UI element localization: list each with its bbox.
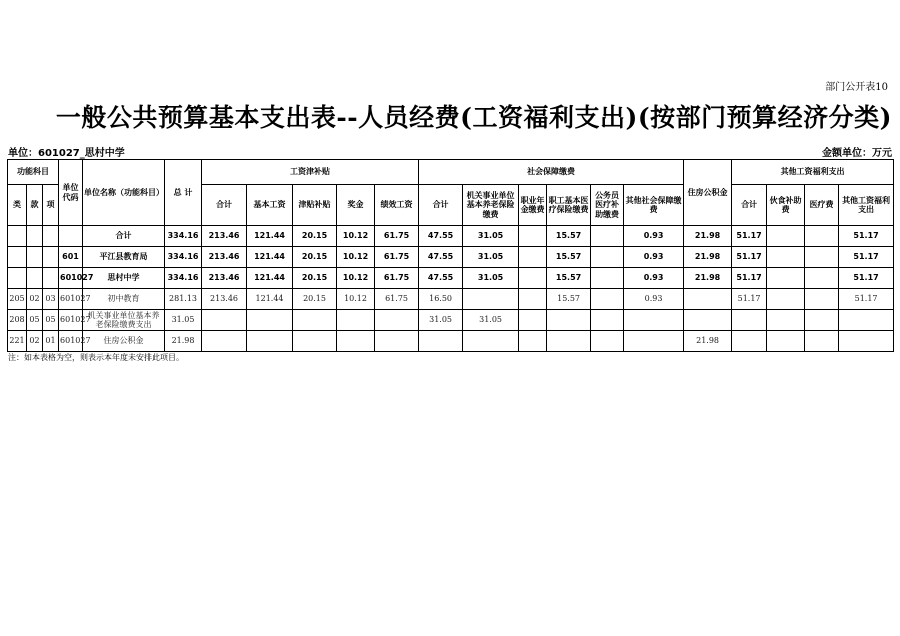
cell-o-other bbox=[839, 310, 894, 331]
header-medical-insurance: 职工基本医疗保险缴费 bbox=[547, 185, 591, 226]
cell-s-medical: 15.57 bbox=[547, 247, 591, 268]
cell-xiang bbox=[43, 247, 59, 268]
cell-housing: 21.98 bbox=[684, 268, 732, 289]
cell-o-med bbox=[805, 310, 839, 331]
cell-xiang: 03 bbox=[43, 289, 59, 310]
cell-o-med bbox=[805, 247, 839, 268]
table-row bbox=[8, 247, 894, 268]
cell-s-total bbox=[419, 331, 463, 352]
cell-s-annuity bbox=[519, 226, 547, 247]
cell-kuan bbox=[27, 247, 43, 268]
table-row bbox=[8, 331, 894, 352]
header-medical-fee: 医疗费 bbox=[805, 185, 839, 226]
header-performance-wage: 绩效工资 bbox=[375, 185, 419, 226]
cell-w-total: 213.46 bbox=[202, 268, 247, 289]
cell-s-medical bbox=[547, 331, 591, 352]
header-housing-fund: 住房公积金 bbox=[684, 160, 732, 226]
cell-xiang: 05 bbox=[43, 310, 59, 331]
cell-o-other: 51.17 bbox=[839, 268, 894, 289]
cell-s-medical bbox=[547, 310, 591, 331]
cell-cls: 221 bbox=[8, 331, 27, 352]
cell-w-total: 213.46 bbox=[202, 226, 247, 247]
cell-s-total: 16.50 bbox=[419, 289, 463, 310]
cell-w-total bbox=[202, 331, 247, 352]
cell-w-base: 121.44 bbox=[247, 247, 293, 268]
cell-o-total: 51.17 bbox=[732, 268, 767, 289]
unit-label: 单位：601027_思村中学 bbox=[8, 148, 125, 159]
cell-o-meal bbox=[767, 289, 805, 310]
cell-w-allow: 20.15 bbox=[293, 247, 337, 268]
cell-w-bonus: 10.12 bbox=[337, 268, 375, 289]
cell-s-civil bbox=[591, 226, 624, 247]
cell-w-allow: 20.15 bbox=[293, 226, 337, 247]
cell-s-annuity bbox=[519, 331, 547, 352]
cell-code bbox=[59, 226, 83, 247]
header-unit-name: 单位名称（功能科目） bbox=[83, 160, 165, 226]
cell-s-other: 0.93 bbox=[624, 247, 684, 268]
cell-xiang: 01 bbox=[43, 331, 59, 352]
cell-name: 住房公积金 bbox=[83, 331, 165, 352]
table-row bbox=[8, 310, 894, 331]
budget-table bbox=[7, 159, 894, 352]
cell-s-other: 0.93 bbox=[624, 226, 684, 247]
header-wage-group: 工资津补贴 bbox=[202, 160, 419, 185]
cell-total: 334.16 bbox=[165, 247, 202, 268]
cell-kuan: 02 bbox=[27, 289, 43, 310]
cell-s-total: 47.55 bbox=[419, 268, 463, 289]
cell-kuan: 02 bbox=[27, 331, 43, 352]
cell-o-med bbox=[805, 331, 839, 352]
cell-cls bbox=[8, 226, 27, 247]
footnote: 注：如本表格为空，则表示本年度未安排此项目。 bbox=[8, 353, 184, 362]
cell-cls: 208 bbox=[8, 310, 27, 331]
cell-cls bbox=[8, 268, 27, 289]
header-xiang: 项 bbox=[43, 185, 59, 226]
cell-s-other: 0.93 bbox=[624, 289, 684, 310]
cell-s-annuity bbox=[519, 289, 547, 310]
cell-w-allow: 20.15 bbox=[293, 268, 337, 289]
cell-xiang bbox=[43, 268, 59, 289]
cell-name: 合计 bbox=[83, 226, 165, 247]
cell-o-meal bbox=[767, 331, 805, 352]
cell-o-total bbox=[732, 331, 767, 352]
cell-total: 21.98 bbox=[165, 331, 202, 352]
cell-s-annuity bbox=[519, 247, 547, 268]
cell-code: 601027 bbox=[59, 268, 83, 289]
cell-kuan bbox=[27, 268, 43, 289]
cell-s-total: 47.55 bbox=[419, 226, 463, 247]
cell-s-civil bbox=[591, 247, 624, 268]
cell-w-allow bbox=[293, 331, 337, 352]
cell-w-perf bbox=[375, 331, 419, 352]
cell-s-civil bbox=[591, 310, 624, 331]
cell-w-bonus bbox=[337, 310, 375, 331]
header-bonus: 奖金 bbox=[337, 185, 375, 226]
header-civil-medical: 公务员医疗补助缴费 bbox=[591, 185, 624, 226]
cell-o-meal bbox=[767, 247, 805, 268]
cell-total: 334.16 bbox=[165, 226, 202, 247]
cell-code: 601027 bbox=[59, 331, 83, 352]
header-annuity: 职业年金缴费 bbox=[519, 185, 547, 226]
cell-housing bbox=[684, 289, 732, 310]
cell-o-other: 51.17 bbox=[839, 247, 894, 268]
cell-s-other bbox=[624, 310, 684, 331]
header-allowance: 津贴补贴 bbox=[293, 185, 337, 226]
header-other-social: 其他社会保障缴费 bbox=[624, 185, 684, 226]
cell-o-meal bbox=[767, 310, 805, 331]
cell-o-total: 51.17 bbox=[732, 247, 767, 268]
cell-o-med bbox=[805, 226, 839, 247]
cell-o-total: 51.17 bbox=[732, 226, 767, 247]
header-social-group: 社会保障缴费 bbox=[419, 160, 684, 185]
cell-s-pension: 31.05 bbox=[463, 310, 519, 331]
cell-w-total bbox=[202, 310, 247, 331]
header-base-wage: 基本工资 bbox=[247, 185, 293, 226]
cell-w-bonus: 10.12 bbox=[337, 289, 375, 310]
header-pension: 机关事业单位基本养老保险缴费 bbox=[463, 185, 519, 226]
cell-s-annuity bbox=[519, 268, 547, 289]
cell-s-civil bbox=[591, 331, 624, 352]
header-class: 类 bbox=[8, 185, 27, 226]
cell-cls: 205 bbox=[8, 289, 27, 310]
cell-w-perf: 61.75 bbox=[375, 289, 419, 310]
cell-o-total bbox=[732, 310, 767, 331]
cell-s-pension: 31.05 bbox=[463, 268, 519, 289]
cell-w-total: 213.46 bbox=[202, 289, 247, 310]
page-title: 一般公共预算基本支出表--人员经费(工资福利支出)(按部门预算经济分类) bbox=[55, 103, 892, 132]
cell-o-total: 51.17 bbox=[732, 289, 767, 310]
cell-code: 601027 bbox=[59, 310, 83, 331]
table-row bbox=[8, 268, 894, 289]
cell-housing: 21.98 bbox=[684, 247, 732, 268]
cell-o-meal bbox=[767, 268, 805, 289]
cell-w-base: 121.44 bbox=[247, 226, 293, 247]
table-row bbox=[8, 226, 894, 247]
doc-number: 部门公开表10 bbox=[825, 82, 888, 93]
cell-w-base bbox=[247, 310, 293, 331]
cell-w-base bbox=[247, 331, 293, 352]
cell-s-annuity bbox=[519, 310, 547, 331]
amount-unit-label: 金额单位：万元 bbox=[822, 148, 892, 159]
table-row bbox=[8, 289, 894, 310]
cell-name: 思村中学 bbox=[83, 268, 165, 289]
cell-o-other: 51.17 bbox=[839, 289, 894, 310]
cell-total: 31.05 bbox=[165, 310, 202, 331]
cell-w-perf bbox=[375, 310, 419, 331]
cell-o-other: 51.17 bbox=[839, 226, 894, 247]
header-meal-allowance: 伙食补助费 bbox=[767, 185, 805, 226]
cell-o-other bbox=[839, 331, 894, 352]
cell-s-medical: 15.57 bbox=[547, 226, 591, 247]
cell-w-total: 213.46 bbox=[202, 247, 247, 268]
cell-s-total: 31.05 bbox=[419, 310, 463, 331]
cell-name: 初中教育 bbox=[83, 289, 165, 310]
cell-o-meal bbox=[767, 226, 805, 247]
cell-total: 334.16 bbox=[165, 268, 202, 289]
cell-xiang bbox=[43, 226, 59, 247]
header-social-total: 合计 bbox=[419, 185, 463, 226]
cell-cls bbox=[8, 247, 27, 268]
header-func-subject: 功能科目 bbox=[8, 160, 59, 185]
cell-s-pension bbox=[463, 331, 519, 352]
cell-w-allow: 20.15 bbox=[293, 289, 337, 310]
cell-w-perf: 61.75 bbox=[375, 268, 419, 289]
header-total: 总 计 bbox=[165, 160, 202, 226]
cell-s-medical: 15.57 bbox=[547, 268, 591, 289]
cell-s-pension bbox=[463, 289, 519, 310]
cell-s-other: 0.93 bbox=[624, 268, 684, 289]
cell-s-other bbox=[624, 331, 684, 352]
cell-kuan bbox=[27, 226, 43, 247]
cell-w-perf: 61.75 bbox=[375, 247, 419, 268]
cell-s-pension: 31.05 bbox=[463, 247, 519, 268]
header-unit-code: 单位代码 bbox=[59, 160, 83, 226]
cell-total: 281.13 bbox=[165, 289, 202, 310]
cell-s-medical: 15.57 bbox=[547, 289, 591, 310]
cell-w-bonus bbox=[337, 331, 375, 352]
cell-s-pension: 31.05 bbox=[463, 226, 519, 247]
header-kuan: 款 bbox=[27, 185, 43, 226]
cell-w-allow bbox=[293, 310, 337, 331]
cell-housing: 21.98 bbox=[684, 331, 732, 352]
header-other-welfare: 其他工资福利支出 bbox=[839, 185, 894, 226]
cell-code: 601 bbox=[59, 247, 83, 268]
cell-code: 601027 bbox=[59, 289, 83, 310]
cell-w-bonus: 10.12 bbox=[337, 226, 375, 247]
cell-name: 机关事业单位基本养老保险缴费支出 bbox=[83, 310, 165, 331]
cell-o-med bbox=[805, 289, 839, 310]
cell-housing: 21.98 bbox=[684, 226, 732, 247]
cell-s-civil bbox=[591, 289, 624, 310]
cell-o-med bbox=[805, 268, 839, 289]
cell-kuan: 05 bbox=[27, 310, 43, 331]
header-wage-total: 合计 bbox=[202, 185, 247, 226]
cell-name: 平江县教育局 bbox=[83, 247, 165, 268]
cell-s-total: 47.55 bbox=[419, 247, 463, 268]
cell-w-bonus: 10.12 bbox=[337, 247, 375, 268]
cell-housing bbox=[684, 310, 732, 331]
header-other-group: 其他工资福利支出 bbox=[732, 160, 894, 185]
cell-w-perf: 61.75 bbox=[375, 226, 419, 247]
cell-s-civil bbox=[591, 268, 624, 289]
header-other-total: 合计 bbox=[732, 185, 767, 226]
cell-w-base: 121.44 bbox=[247, 289, 293, 310]
cell-w-base: 121.44 bbox=[247, 268, 293, 289]
